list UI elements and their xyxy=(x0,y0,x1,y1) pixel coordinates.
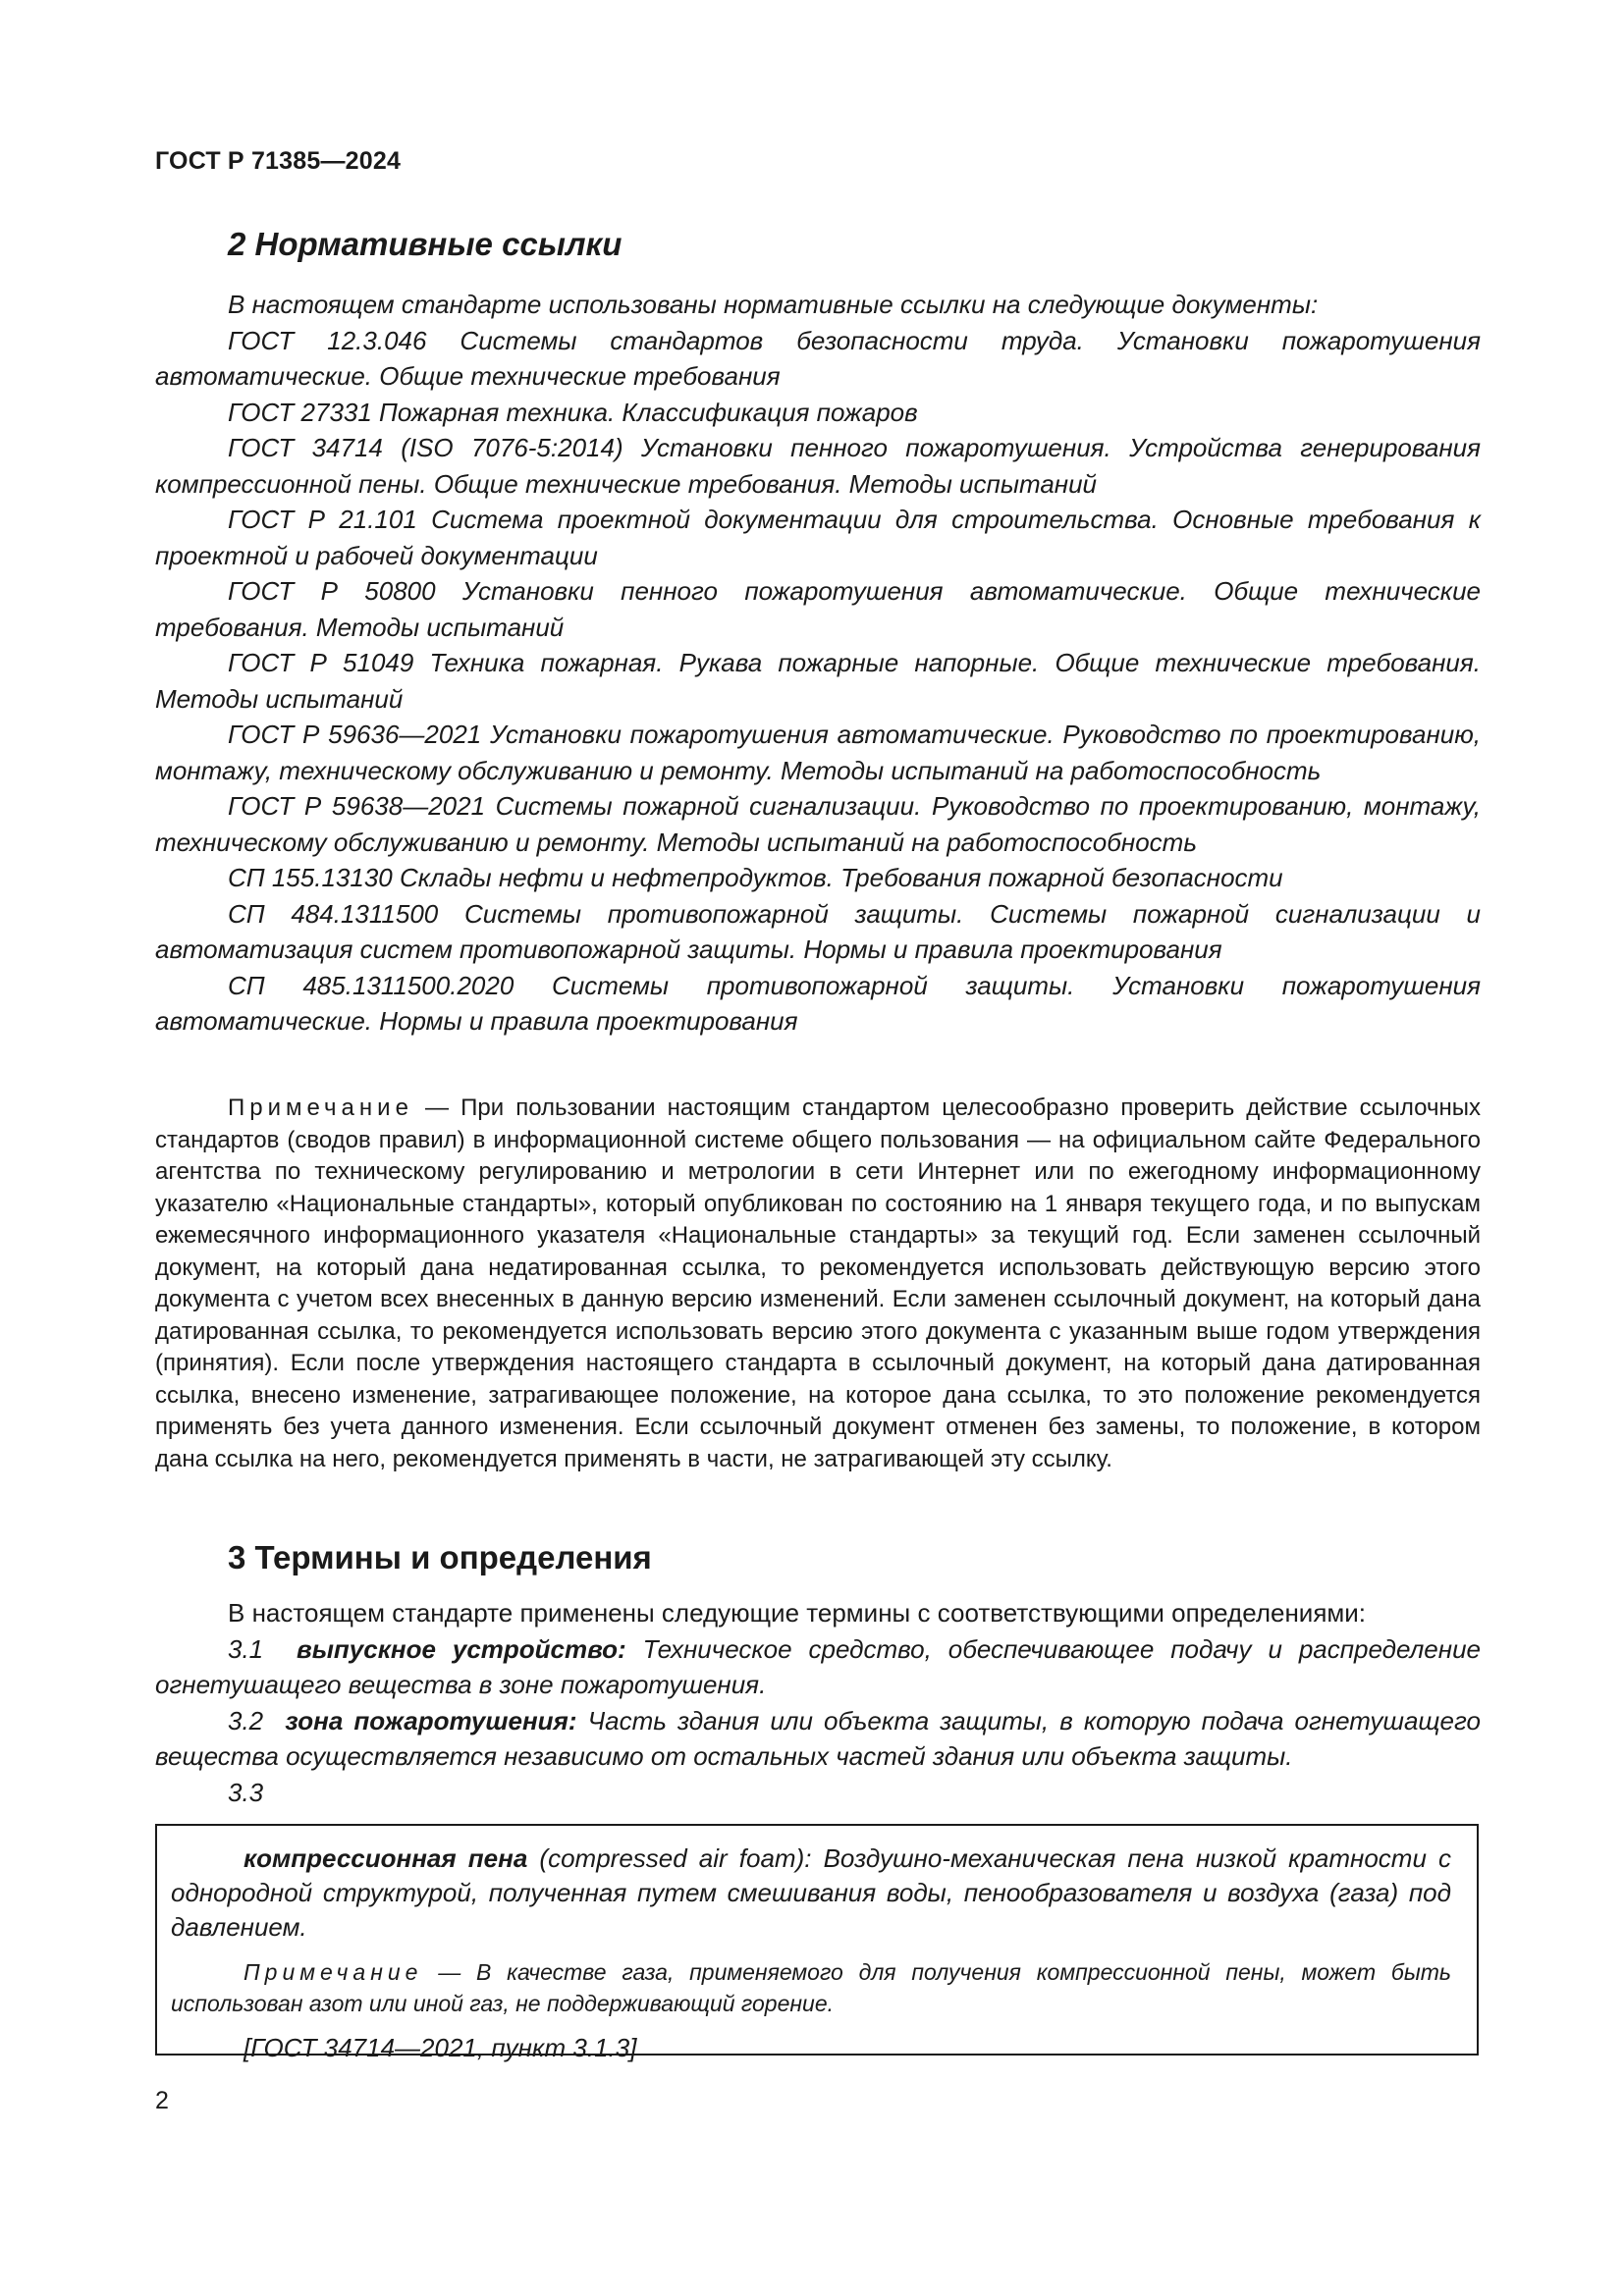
reference-item: ГОСТ 27331 Пожарная техника. Классификация пожаров xyxy=(228,397,918,427)
reference-item: ГОСТ Р 21.101 Система проектной документации для строительства. Основные требования к проектной и рабочей документации xyxy=(155,505,1481,570)
term-item xyxy=(155,1631,1481,1703)
reference-item: ГОСТ Р 50800 Установки пенного пожаротушения автоматические. Общие технические требования. Методы испытаний xyxy=(155,576,1481,642)
reference-item: СП 484.1311500 Системы противопожарной защиты. Системы пожарной сигнализации и автоматизация систем противопожарной защиты. Нормы и правила проектирования xyxy=(155,898,1481,964)
page-number: 2 xyxy=(155,2087,169,2114)
note-text: — При пользовании настоящим стандартом целесообразно проверить действие ссылочных стандартов (сводов правил) в информационной системе общего пользования — на официальном сайте Федерального агентства по техническому регулированию и метрологии в сети Интернет или по ежегодному информационному указателю «Национальные стандарты», который опубликован по состоянию на 1 января текущего года, и по выпускам ежемесячного информационного указателя «Национальные стандарты» за текущий год. Если заменен ссылочный документ, на который дана недатированная ссылка, то рекомендуется использовать действующую версию этого документа с учетом всех внесенных в данную версию изменений. Если заменен ссылочный документ, на который дана датированная ссылка, то рекомендуется использовать версию этого документа с указанным выше годом утверждения (принятия). Если после утверждения настоящего стандарта в ссылочный документ, на который дана датированная ссылка, внесено изменение, затрагивающее положение, на которое дана ссылка, то это положение рекомендуется применять без учета данного изменения. Если ссылочный документ отменен без замены, то положение, в котором дана ссылка на него, рекомендуется применять в части, не затрагивающей эту ссылку. xyxy=(155,1095,1481,1472)
term-definition: Часть здания или объекта защиты, в которую подача огнетушащего вещества осуществляется независимо от остальных частей здания или объекта защиты. xyxy=(155,1705,1481,1771)
term-number: 3.1 xyxy=(228,1633,264,1664)
term-name: компрессионная пена xyxy=(244,1843,528,1873)
reference-item: ГОСТ 34714 (ISO 7076-5:2014) Установки пенного пожаротушения. Устройства генерирования компрессионной пены. Общие технические требования. Методы испытаний xyxy=(155,433,1481,499)
term-definition: Техническое средство, обеспечивающее подачу и распределение огнетушащего вещества в зоне пожаротушения. xyxy=(155,1633,1481,1699)
terms-block xyxy=(155,1595,1481,1810)
term-source: [ГОСТ 34714—2021, пункт 3.1.3] xyxy=(244,2033,637,2062)
section-2-title: 2 Нормативные ссылки xyxy=(228,226,623,262)
note-label: Примечание xyxy=(228,1095,413,1121)
references-block xyxy=(155,287,1481,1040)
term-definition: Воздушно-механическая пена низкой кратности с однородной структурой, полученная путем смешивания воды, пенообразователя и воздуха (газа) под давлением. xyxy=(171,1843,1452,1942)
reference-item: ГОСТ Р 59638—2021 Системы пожарной сигнализации. Руководство по проектированию, монтажу, техническому обслуживанию и ремонту. Методы испытаний на работоспособность xyxy=(155,791,1481,857)
term-item xyxy=(155,1703,1481,1775)
references-intro: В настоящем стандарте использованы нормативные ссылки на следующие документы: xyxy=(228,290,1319,319)
reference-item: ГОСТ Р 59636—2021 Установки пожаротушения автоматические. Руководство по проектированию, монтажу, техническому обслуживанию и ремонту. Методы испытаний на работоспособность xyxy=(155,720,1481,785)
term-english: (compressed air foam): xyxy=(539,1843,812,1873)
section-3-title: 3 Термины и определения xyxy=(228,1539,652,1575)
reference-item: СП 485.1311500.2020 Системы противопожарной защиты. Установки пожаротушения автоматические. Нормы и правила проектирования xyxy=(155,970,1481,1036)
term-number: 3.2 xyxy=(228,1705,264,1735)
box-note-text: — В качестве газа, применяемого для получения компрессионной пены, может быть использован азот или иной газ, не поддерживающий горение. xyxy=(171,1959,1451,2016)
term-name: зона пожаротушения: xyxy=(285,1705,577,1735)
reference-item: ГОСТ Р 51049 Техника пожарная. Рукава пожарные напорные. Общие технические требования. Методы испытаний xyxy=(155,648,1481,714)
document-id: ГОСТ Р 71385—2024 xyxy=(155,147,402,175)
box-note-label: Примечание xyxy=(244,1959,423,1985)
term-name: выпускное устройство: xyxy=(297,1633,626,1664)
reference-item: СП 155.13130 Склады нефти и нефтепродуктов. Требования пожарной безопасности xyxy=(228,863,1283,892)
references-note xyxy=(155,1093,1481,1475)
term-definition-box xyxy=(155,1824,1479,2062)
terms-intro: В настоящем стандарте применены следующие термины с соответствующими определениями: xyxy=(228,1598,1367,1628)
term-number-3-3: 3.3 xyxy=(228,1777,264,1807)
reference-item: ГОСТ 12.3.046 Системы стандартов безопасности труда. Установки пожаротушения автоматические. Общие технические требования xyxy=(155,325,1481,391)
